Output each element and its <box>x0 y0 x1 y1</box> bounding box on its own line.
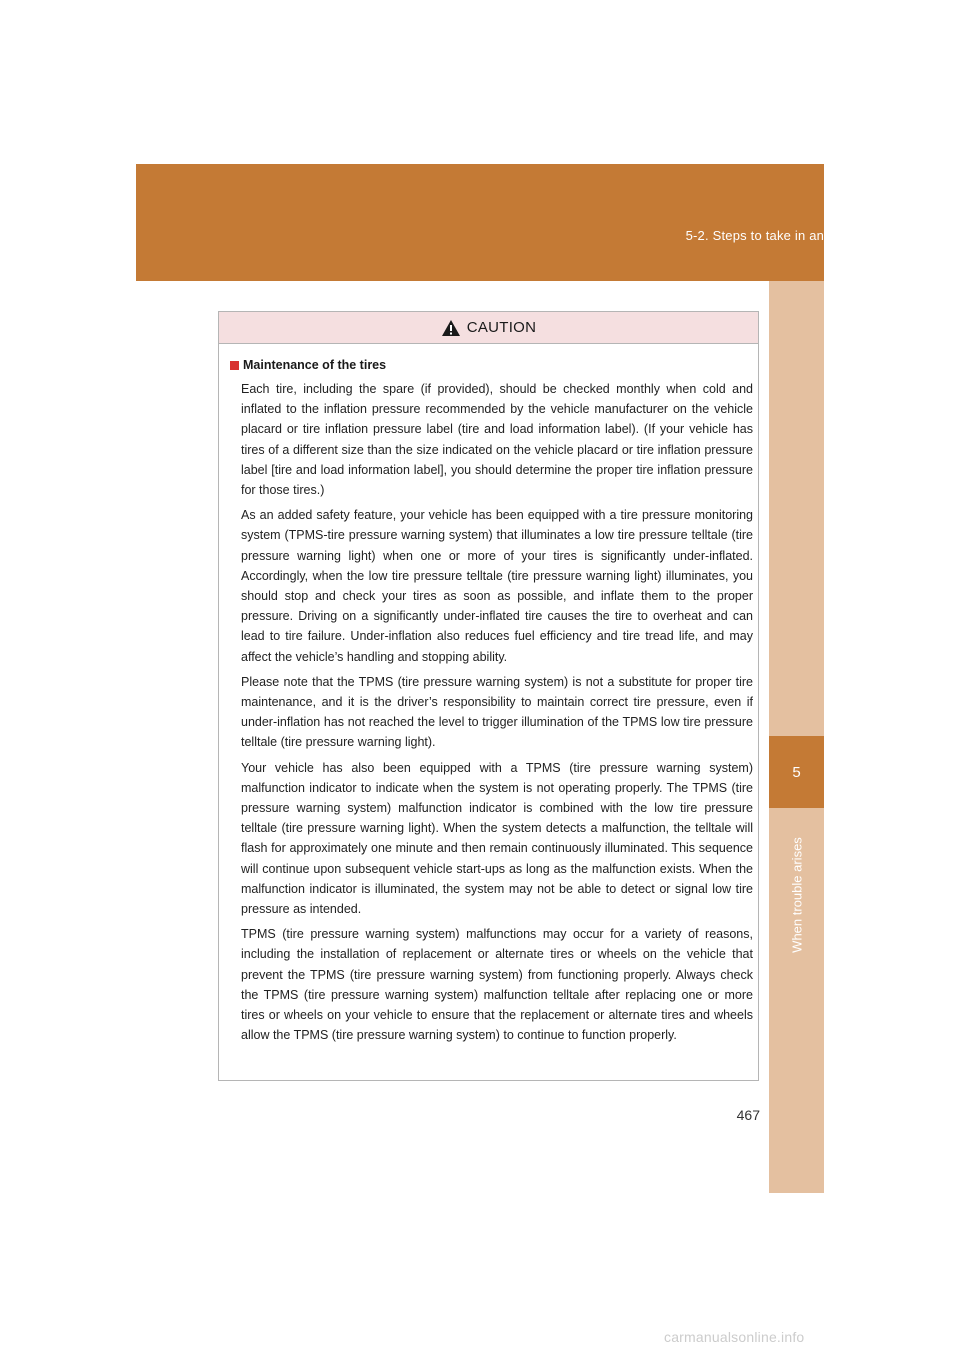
chapter-number: 5 <box>792 763 801 781</box>
page-number: 467 <box>736 1107 760 1123</box>
section-title: 5-2. Steps to take in an emergency <box>685 228 894 243</box>
subheading-text: Maintenance of the tires <box>243 358 387 372</box>
square-bullet-icon <box>230 361 239 370</box>
paragraph: Each tire, including the spare (if provided), should be checked monthly when cold and inflated to the inflation pressure recommended by the vehicle manufacturer on the vehicle placard or tire inflation pressure label (tire and load information label). (If your vehicle has tires of a different size than the size indicated on the vehicle placard or tire inflation pressure label [tire and load information label], you should determine the proper tire inflation pressure for those tires.) <box>241 382 753 498</box>
paragraph: As an added safety feature, your vehicle has been equipped with a tire pressure monitoring system (TPMS-tire pressure warning system) that illuminates a low tire pressure telltale (tire pressure warning light) when one or more of your tires is significantly under-inflated. Accordingly, when the low tire pressure telltale (tire pressure warning light) illuminates, you should stop and check your tires as soon as possible, and inflate them to the proper pressure. Driving on a significantly under-inflated tire causes the tire to overheat and can lead to tire failure. Under-inflation also reduces fuel efficiency and tire tread life, and may affect the vehicle’s handling and stopping ability. <box>241 508 753 664</box>
warning-triangle-icon <box>441 319 461 337</box>
watermark: carmanualsonline.info <box>664 1329 805 1345</box>
subheading <box>230 358 753 372</box>
header-band <box>136 164 824 281</box>
chapter-label <box>770 820 824 970</box>
caution-content <box>219 344 758 1046</box>
paragraph: Please note that the TPMS (tire pressure warning system) is not a substitute for proper tire maintenance, and it is the driver’s responsibility to maintain correct tire pressure, even if under-inflation has not reached the level to trigger illumination of the TPMS low tire pressure telltale (tire pressure warning light). <box>241 674 753 750</box>
paragraph: Your vehicle has also been equipped with a TPMS (tire pressure warning system) malfunction indicator to indicate when the system is not operating properly. The TPMS (tire pressure warning system) malfunction indicator is combined with the low tire pressure telltale (tire pressure warning light). When the system detects a malfunction, the telltale will flash for approximately one minute and then remain continuously illuminated. This sequence will continue upon subsequent vehicle start-ups as long as the malfunction exists. When the malfunction indicator is illuminated, the system may not be able to detect or signal low tire pressure as intended. <box>241 760 753 917</box>
paragraph: TPMS (tire pressure warning system) malfunctions may occur for a variety of reasons, including the installation of replacement or alternate tires or wheels on the vehicle that prevent the TPMS (tire pressure warning system) from functioning properly. Always check the TPMS (tire pressure warning system) malfunction telltale after replacing one or more tires or wheels on your vehicle to ensure that the replacement or alternate tires and wheels allow the TPMS (tire pressure warning system) to continue to function properly. <box>241 927 753 1043</box>
caution-header <box>219 312 758 344</box>
caution-box <box>218 311 759 1081</box>
caution-title: CAUTION <box>466 319 537 336</box>
chapter-label-text: When trouble arises <box>789 837 805 953</box>
